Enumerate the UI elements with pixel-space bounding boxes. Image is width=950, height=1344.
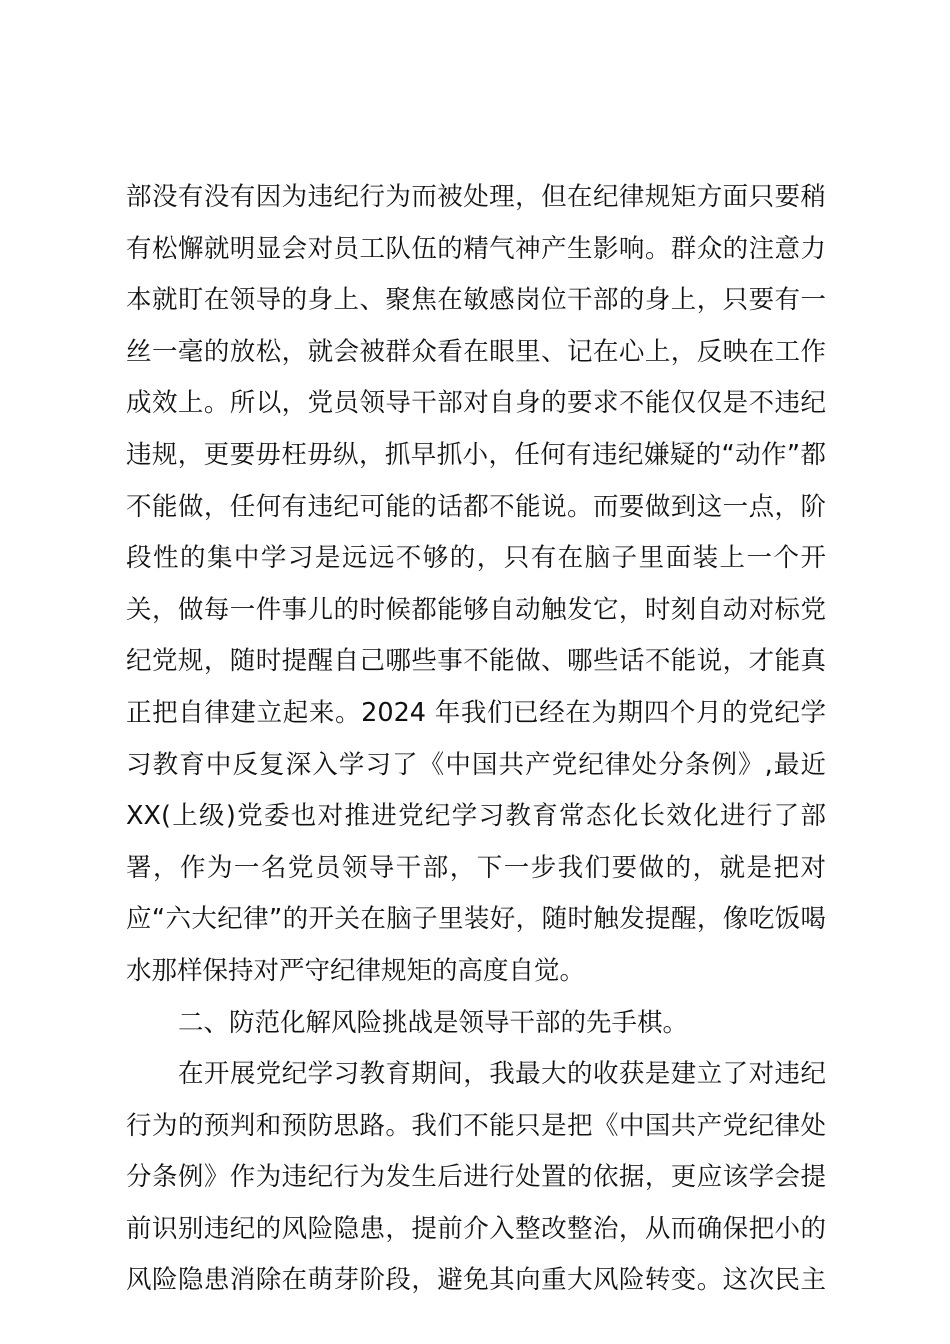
text-line: 分条例》作为违纪行为发生后进行处置的依据，更应该学会提 xyxy=(126,1162,826,1193)
text-line: 有松懈就明显会对员工队伍的精气神产生影响。群众的注意力 xyxy=(126,233,826,264)
text-line: 违规，更要毋枉毋纵，抓早抓小，任何有违纪嫌疑的“动作”都 xyxy=(126,439,826,470)
text-line: 应“六大纪律”的开关在脑子里装好，随时触发提醒，像吃饭喝 xyxy=(126,904,826,935)
text-line: 习教育中反复深入学习了《中国共产党纪律处分条例》,最近 xyxy=(126,749,826,780)
text-line: 行为的预判和预防思路。我们不能只是把《中国共产党纪律处 xyxy=(126,1110,826,1141)
text-line: 纪党规，随时提醒自己哪些事不能做、哪些话不能说，才能真 xyxy=(126,646,826,677)
text-line: 风险隐患消除在萌芽阶段，避免其向重大风险转变。这次民主 xyxy=(126,1265,826,1296)
text-line: 前识别违纪的风险隐患，提前介入整改整治，从而确保把小的 xyxy=(126,1213,826,1244)
document-body xyxy=(126,172,826,1307)
text-line: 在开展党纪学习教育期间，我最大的收获是建立了对违纪 xyxy=(178,1059,826,1090)
text-line: 段性的集中学习是远远不够的，只有在脑子里面装上一个开 xyxy=(126,543,826,574)
text-line: 不能做，任何有违纪可能的话都不能说。而要做到这一点，阶 xyxy=(126,491,826,522)
section-heading: 二、防范化解风险挑战是领导干部的先手棋。 xyxy=(178,1007,689,1038)
text-line: 成效上。所以，党员领导干部对自身的要求不能仅仅是不违纪 xyxy=(126,388,826,419)
text-line: 署，作为一名党员领导干部，下一步我们要做的，就是把对 xyxy=(126,852,826,883)
text-line: 关，做每一件事儿的时候都能够自动触发它，时刻自动对标党 xyxy=(126,594,826,625)
text-line: 水那样保持对严守纪律规矩的高度自觉。 xyxy=(126,955,586,986)
text-line: XX(上级)党委也对推进党纪学习教育常态化长效化进行了部 xyxy=(126,801,826,832)
text-line: 丝一毫的放松，就会被群众看在眼里、记在心上，反映在工作 xyxy=(126,336,826,367)
text-line: 部没有没有因为违纪行为而被处理，但在纪律规矩方面只要稍 xyxy=(126,182,826,212)
text-line: 本就盯在领导的身上、聚焦在敏感岗位干部的身上，只要有一 xyxy=(126,285,826,316)
text-line: 正把自律建立起来。2024 年我们已经在为期四个月的党纪学 xyxy=(126,697,826,728)
